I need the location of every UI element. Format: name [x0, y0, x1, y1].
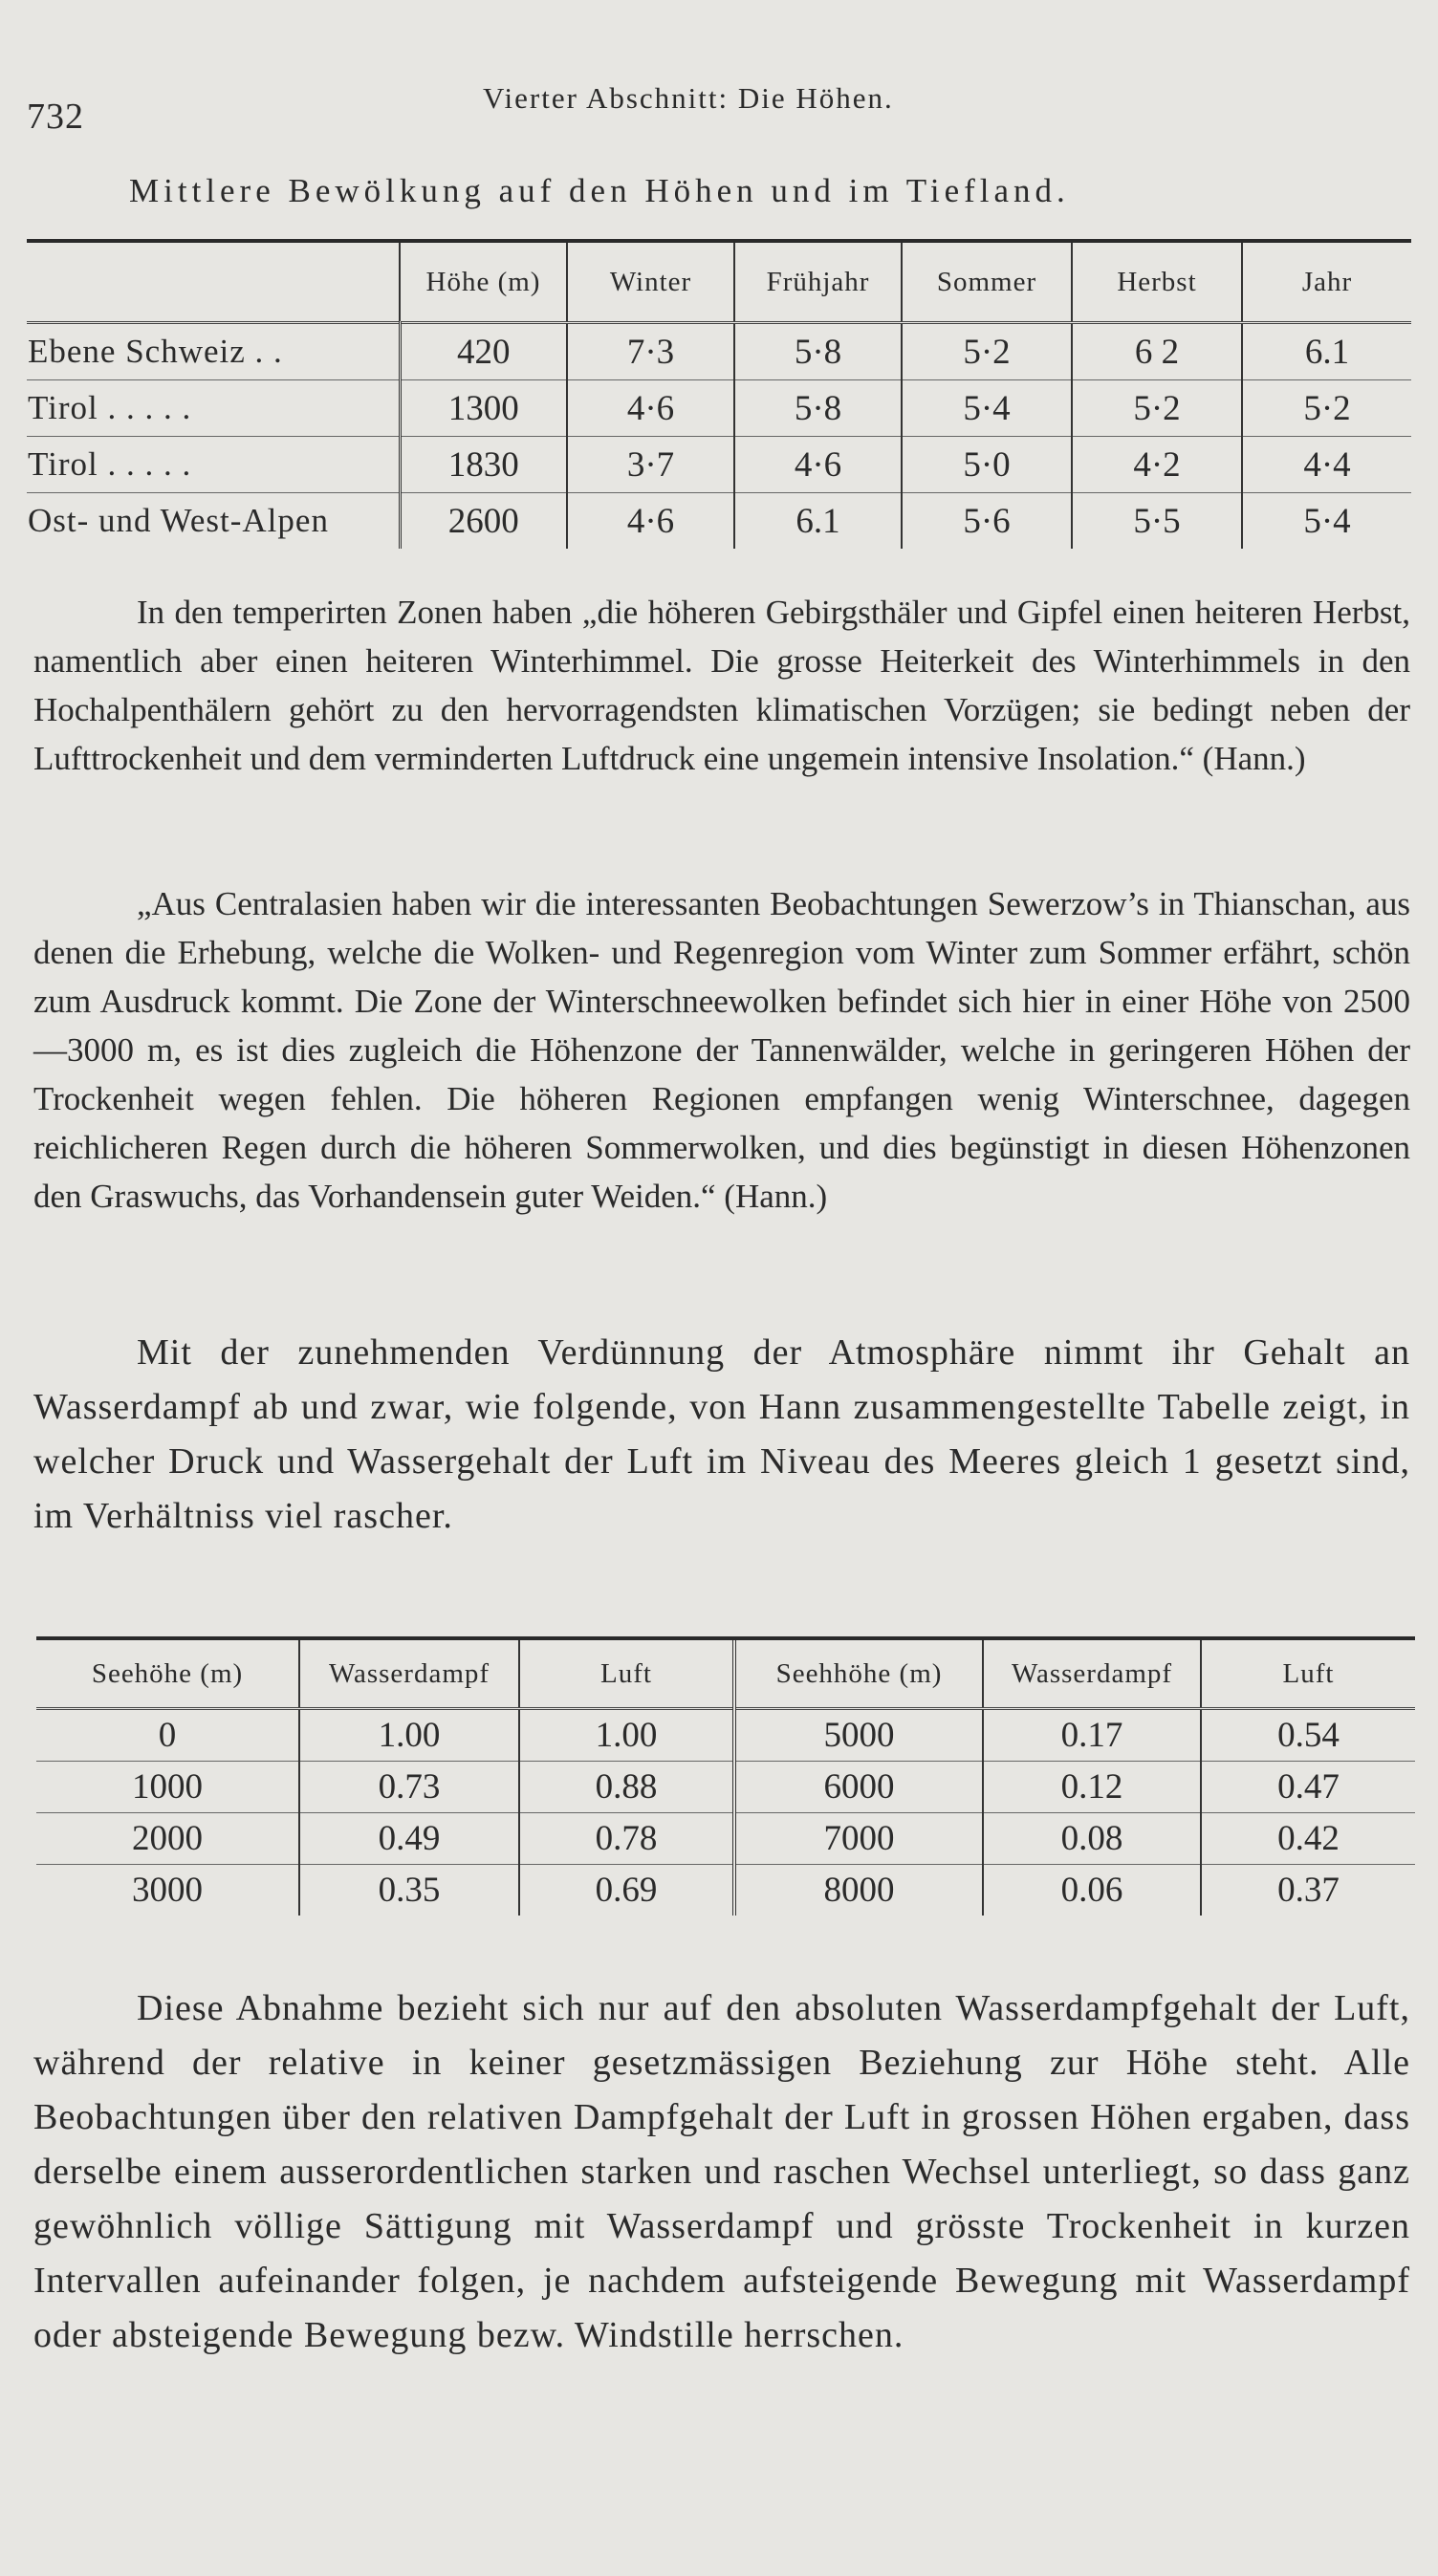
table-cell: Tirol . . . . . — [27, 380, 400, 437]
page-number: 732 — [27, 97, 84, 137]
table-cell: 0.73 — [299, 1762, 519, 1813]
table-cell: 8000 — [734, 1865, 983, 1916]
table-cell: 5·4 — [1242, 493, 1411, 550]
table-cell: 5·8 — [734, 323, 902, 380]
header-cell: Jahr — [1242, 243, 1411, 323]
table-cell: 0.06 — [983, 1865, 1201, 1916]
table-cell: 2000 — [36, 1813, 299, 1865]
table-row — [27, 493, 1411, 550]
table-cell: 0.17 — [983, 1709, 1201, 1762]
header-cell: Seehhöhe (m) — [734, 1640, 983, 1709]
table-cell: 5·2 — [902, 323, 1072, 380]
table-cell: 0.42 — [1201, 1813, 1415, 1865]
table-cell: Tirol . . . . . — [27, 437, 400, 493]
paragraph — [33, 879, 1410, 1221]
table-cell: 1.00 — [519, 1709, 734, 1762]
table-cell: 5·2 — [1242, 380, 1411, 437]
table-cell: 1830 — [400, 437, 567, 493]
table-cell: 1000 — [36, 1762, 299, 1813]
table-row — [36, 1865, 1415, 1916]
header-cell: Herbst — [1072, 243, 1242, 323]
table-cell: 0.12 — [983, 1762, 1201, 1813]
header-cell: Wasserdampf — [299, 1640, 519, 1709]
table-cell: 7000 — [734, 1813, 983, 1865]
table-cell: 5·2 — [1072, 380, 1242, 437]
table-cell: 6 2 — [1072, 323, 1242, 380]
table-row — [36, 1709, 1415, 1762]
running-head: Vierter Abschnitt: Die Höhen. — [483, 81, 894, 115]
paragraph — [33, 588, 1410, 783]
header-cell: Frühjahr — [734, 243, 902, 323]
table-cell: 1.00 — [299, 1709, 519, 1762]
table-header-row — [27, 243, 1411, 323]
table-cell: 4·4 — [1242, 437, 1411, 493]
table-cell: 4·6 — [567, 380, 734, 437]
paragraph-text: Mit der zunehmenden Verdünnung der Atmosphäre nimmt ihr Gehalt an Wasserdampf ab und zwar, wie folgende, von Hann zusammengestellte Tabelle zeigt, in welcher Druck und Wassergehalt der Luft im Niveau des Meeres gleich 1 gesetzt sind, im Verhältniss viel rascher. — [33, 1332, 1410, 1536]
table-row — [27, 437, 1411, 493]
paragraph — [33, 1326, 1410, 1544]
table-cell: 5·8 — [734, 380, 902, 437]
table-cell: 4·2 — [1072, 437, 1242, 493]
header-cell: Luft — [1201, 1640, 1415, 1709]
table-cell: 0.88 — [519, 1762, 734, 1813]
header-cell: Seehöhe (m) — [91, 1657, 244, 1689]
table-row — [36, 1762, 1415, 1813]
table-cell: 6.1 — [1242, 323, 1411, 380]
table-cell: 0.49 — [299, 1813, 519, 1865]
header-cell: Wasserdampf — [983, 1640, 1201, 1709]
paragraph-text: In den temperirten Zonen haben „die höheren Gebirgsthäler und Gipfel einen heiteren Herbst, namentlich aber einen heiteren Winterhimmel. Die grosse Heiterkeit des Winterhimmels in den Hochalpenthälern gehört zu den hervorragendsten klimatischen Vorzügen; sie bedingt neben der Lufttrockenheit und dem verminderten Luftdruck eine ungemein intensive Insolation.“ (Hann.) — [33, 594, 1410, 777]
header-cell: Höhe (m) — [400, 243, 567, 323]
water-vapour-table — [36, 1636, 1415, 1916]
header-cell — [27, 243, 400, 323]
table-cell: 7·3 — [567, 323, 734, 380]
cloudiness-table — [27, 239, 1411, 549]
table-cell: 5000 — [734, 1709, 983, 1762]
paragraph-text: Diese Abnahme bezieht sich nur auf den absoluten Wasserdampfgehalt der Luft, während der relative in keiner gesetzmässigen Beziehung zur Höhe steht. Alle Beobachtungen über den relativen Dampfgehalt der Luft in grossen Höhen ergaben, dass derselbe einem ausserordentlichen starken und raschen Wechsel unterliegt, so dass ganz gewöhnlich völlige Sättigung mit Wasserdampf und grösste Trockenheit in kurzen Intervallen aufeinander folgen, je nachdem aufsteigende Bewegung mit Wasserdampf oder absteigende Bewegung bezw. Windstille herrschen. — [33, 1988, 1410, 2355]
header-cell: Luft — [519, 1640, 734, 1709]
table-cell: 0.78 — [519, 1813, 734, 1865]
table-cell: 0.35 — [299, 1865, 519, 1916]
paragraph-text: „Aus Centralasien haben wir die interessanten Beobachtungen Sewerzow’s in Thianschan, aus denen die Erhebung, welche die Wolken- und Regenregion vom Winter zum Sommer erfährt, schön zum Ausdruck kommt. Die Zone der Winterschneewolken befindet sich hier in einer Höhe von 2500—3000 m, es ist dies zugleich die Höhenzone der Tannenwälder, welche in geringeren Höhen der Trockenheit wegen fehlen. Die höheren Regionen empfangen wenig Winterschnee, dagegen reichlicheren Regen durch die höheren Sommerwolken, und dies begünstigt in diesen Höhenzonen den Graswuchs, das Vorhandensein guter Weiden.“ (Hann.) — [33, 885, 1410, 1215]
table-cell: 0.54 — [1201, 1709, 1415, 1762]
table-cell: 4·6 — [734, 437, 902, 493]
table-row — [27, 380, 1411, 437]
cloudiness-table-title: Mittlere Bewölkung auf den Höhen und im Tiefland. — [129, 172, 1070, 209]
paragraph — [33, 1981, 1410, 2363]
header-cell: Winter — [567, 243, 734, 323]
table-cell: 5·0 — [902, 437, 1072, 493]
table-cell: 420 — [400, 323, 567, 380]
table-cell: Ebene Schweiz . . — [27, 323, 400, 380]
table-row — [36, 1813, 1415, 1865]
table-cell: 3·7 — [567, 437, 734, 493]
table-cell: 2600 — [400, 493, 567, 550]
table-cell: 1300 — [400, 380, 567, 437]
table-cell: 0.47 — [1201, 1762, 1415, 1813]
table-cell: 0 — [36, 1709, 299, 1762]
table-cell: 0.69 — [519, 1865, 734, 1916]
table-cell: 0.08 — [983, 1813, 1201, 1865]
table-row — [27, 323, 1411, 380]
table-cell: 0.37 — [1201, 1865, 1415, 1916]
table-cell: Ost- und West-Alpen — [28, 502, 329, 539]
table-cell: 4·6 — [567, 493, 734, 550]
table-cell: 3000 — [132, 1871, 203, 1910]
table-cell: 5·4 — [902, 380, 1072, 437]
header-cell: Sommer — [902, 243, 1072, 323]
table-cell: 5·6 — [902, 493, 1072, 550]
table-header-row — [36, 1640, 1415, 1709]
table-cell: 6.1 — [734, 493, 902, 550]
table-cell: 5·5 — [1072, 493, 1242, 550]
table-cell: 6000 — [734, 1762, 983, 1813]
